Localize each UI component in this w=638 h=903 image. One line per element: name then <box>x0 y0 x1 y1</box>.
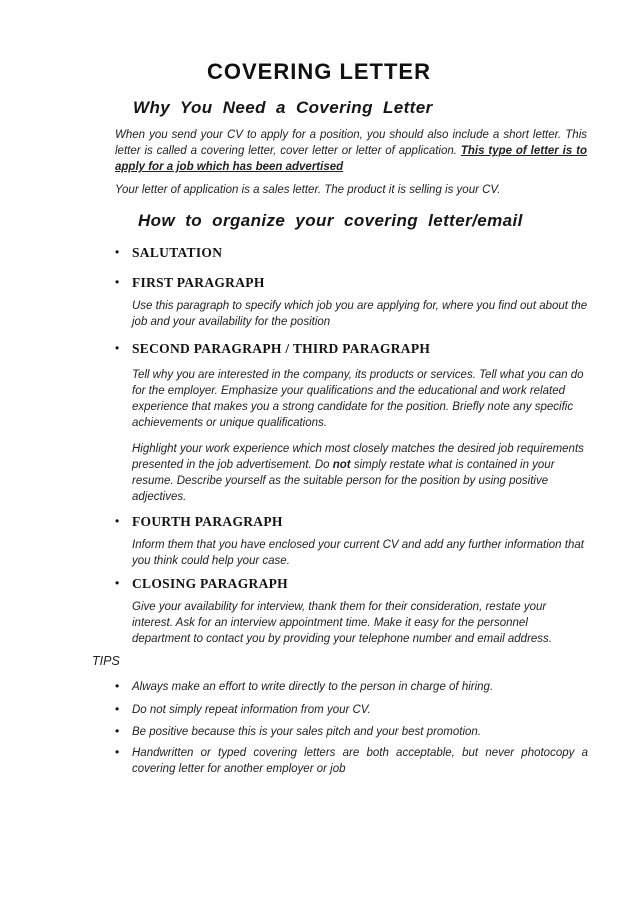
bullet-icon: • <box>115 514 120 528</box>
description-bold-word: not <box>332 459 351 471</box>
outline-item-label: SALUTATION <box>132 245 223 260</box>
outline-item-body <box>132 275 588 330</box>
outline-item-description: Give your availability for interview, thank them for their consideration, restate your interest. Ask for an interview appointment time. Make it easy for the personnel department to contact you by providing your telephone number and email address. <box>132 601 553 645</box>
tip-item <box>115 724 638 740</box>
tip-text: Handwritten or typed covering letters are both acceptable, but never photocopy a covering letter for another employer or job <box>132 747 588 775</box>
tip-text: Do not simply repeat information from your CV. <box>132 704 371 716</box>
sales-line: Your letter of application is a sales letter. The product it is selling is your CV. <box>115 184 501 196</box>
bullet-icon: • <box>115 679 120 693</box>
outline-item-first-paragraph <box>115 275 638 330</box>
tips-list <box>115 679 638 777</box>
outline-item-label: CLOSING PARAGRAPH <box>132 576 288 591</box>
tip-item <box>115 702 638 718</box>
bullet-icon: • <box>115 341 120 355</box>
outline-item-body <box>132 576 588 647</box>
intro-text: When you send your CV to apply for a position, you should also include a short letter. This letter is called a covering letter, cover letter or letter of application. <box>115 129 587 157</box>
outline-item-fourth-paragraph <box>115 514 638 569</box>
outline-item-description: Use this paragraph to specify which job you are applying for, where you find out about the job and your availability for the position <box>132 300 588 328</box>
bullet-icon: • <box>115 724 120 738</box>
outline-item-salutation <box>115 245 638 260</box>
bullet-icon: • <box>115 275 120 289</box>
outline-item-body <box>132 514 588 569</box>
bullet-icon: • <box>115 745 120 759</box>
organize-heading: How to organize your covering letter/email <box>138 211 523 230</box>
bullet-icon: • <box>115 702 120 716</box>
outline-item-label: FOURTH PARAGRAPH <box>132 514 283 529</box>
page-title: COVERING LETTER <box>206 59 431 84</box>
bullet-icon: • <box>115 576 120 590</box>
intro-paragraph <box>115 127 587 175</box>
why-heading: Why You Need a Covering Letter <box>133 98 433 117</box>
tip-item <box>115 745 638 777</box>
outline-item-label: SECOND PARAGRAPH / THIRD PARAGRAPH <box>132 341 431 356</box>
tip-text: Always make an effort to write directly to the person in charge of hiring. <box>132 681 494 693</box>
outline-item-closing-paragraph <box>115 576 638 647</box>
tip-item <box>115 679 638 695</box>
description-text: simply restate what is contained in your resume. Describe yourself as the suitable person for the position by using positive adjectives. <box>132 459 555 503</box>
tips-label: TIPS <box>92 654 120 668</box>
description-text: Highlight your work experience which most closely matches the desired job requirements presented in the job advertisement. Do <box>132 443 584 471</box>
tip-text: Be positive because this is your sales pitch and your best promotion. <box>132 726 482 738</box>
outline-item-description <box>132 441 588 505</box>
outline-item-body <box>132 245 588 260</box>
outline-item-label: FIRST PARAGRAPH <box>132 275 265 290</box>
outline-item-description: Tell why you are interested in the company, its products or services. Tell what you can do for the employer. Emphasize your qualifications and the educational and work related experience that makes you a strong candidate for the position. Briefly note any specific achievements or unique qualifications. <box>132 369 584 429</box>
outline-item-body <box>132 341 588 505</box>
outline-item-description: Inform them that you have enclosed your current CV and add any further information that you think could help your case. <box>132 539 584 567</box>
outline-list <box>115 245 638 647</box>
bullet-icon: • <box>115 245 120 259</box>
intro-emphasis: This type of letter is to apply for a job which has been advertised <box>115 145 587 173</box>
outline-item-second-third-paragraph <box>115 341 638 505</box>
